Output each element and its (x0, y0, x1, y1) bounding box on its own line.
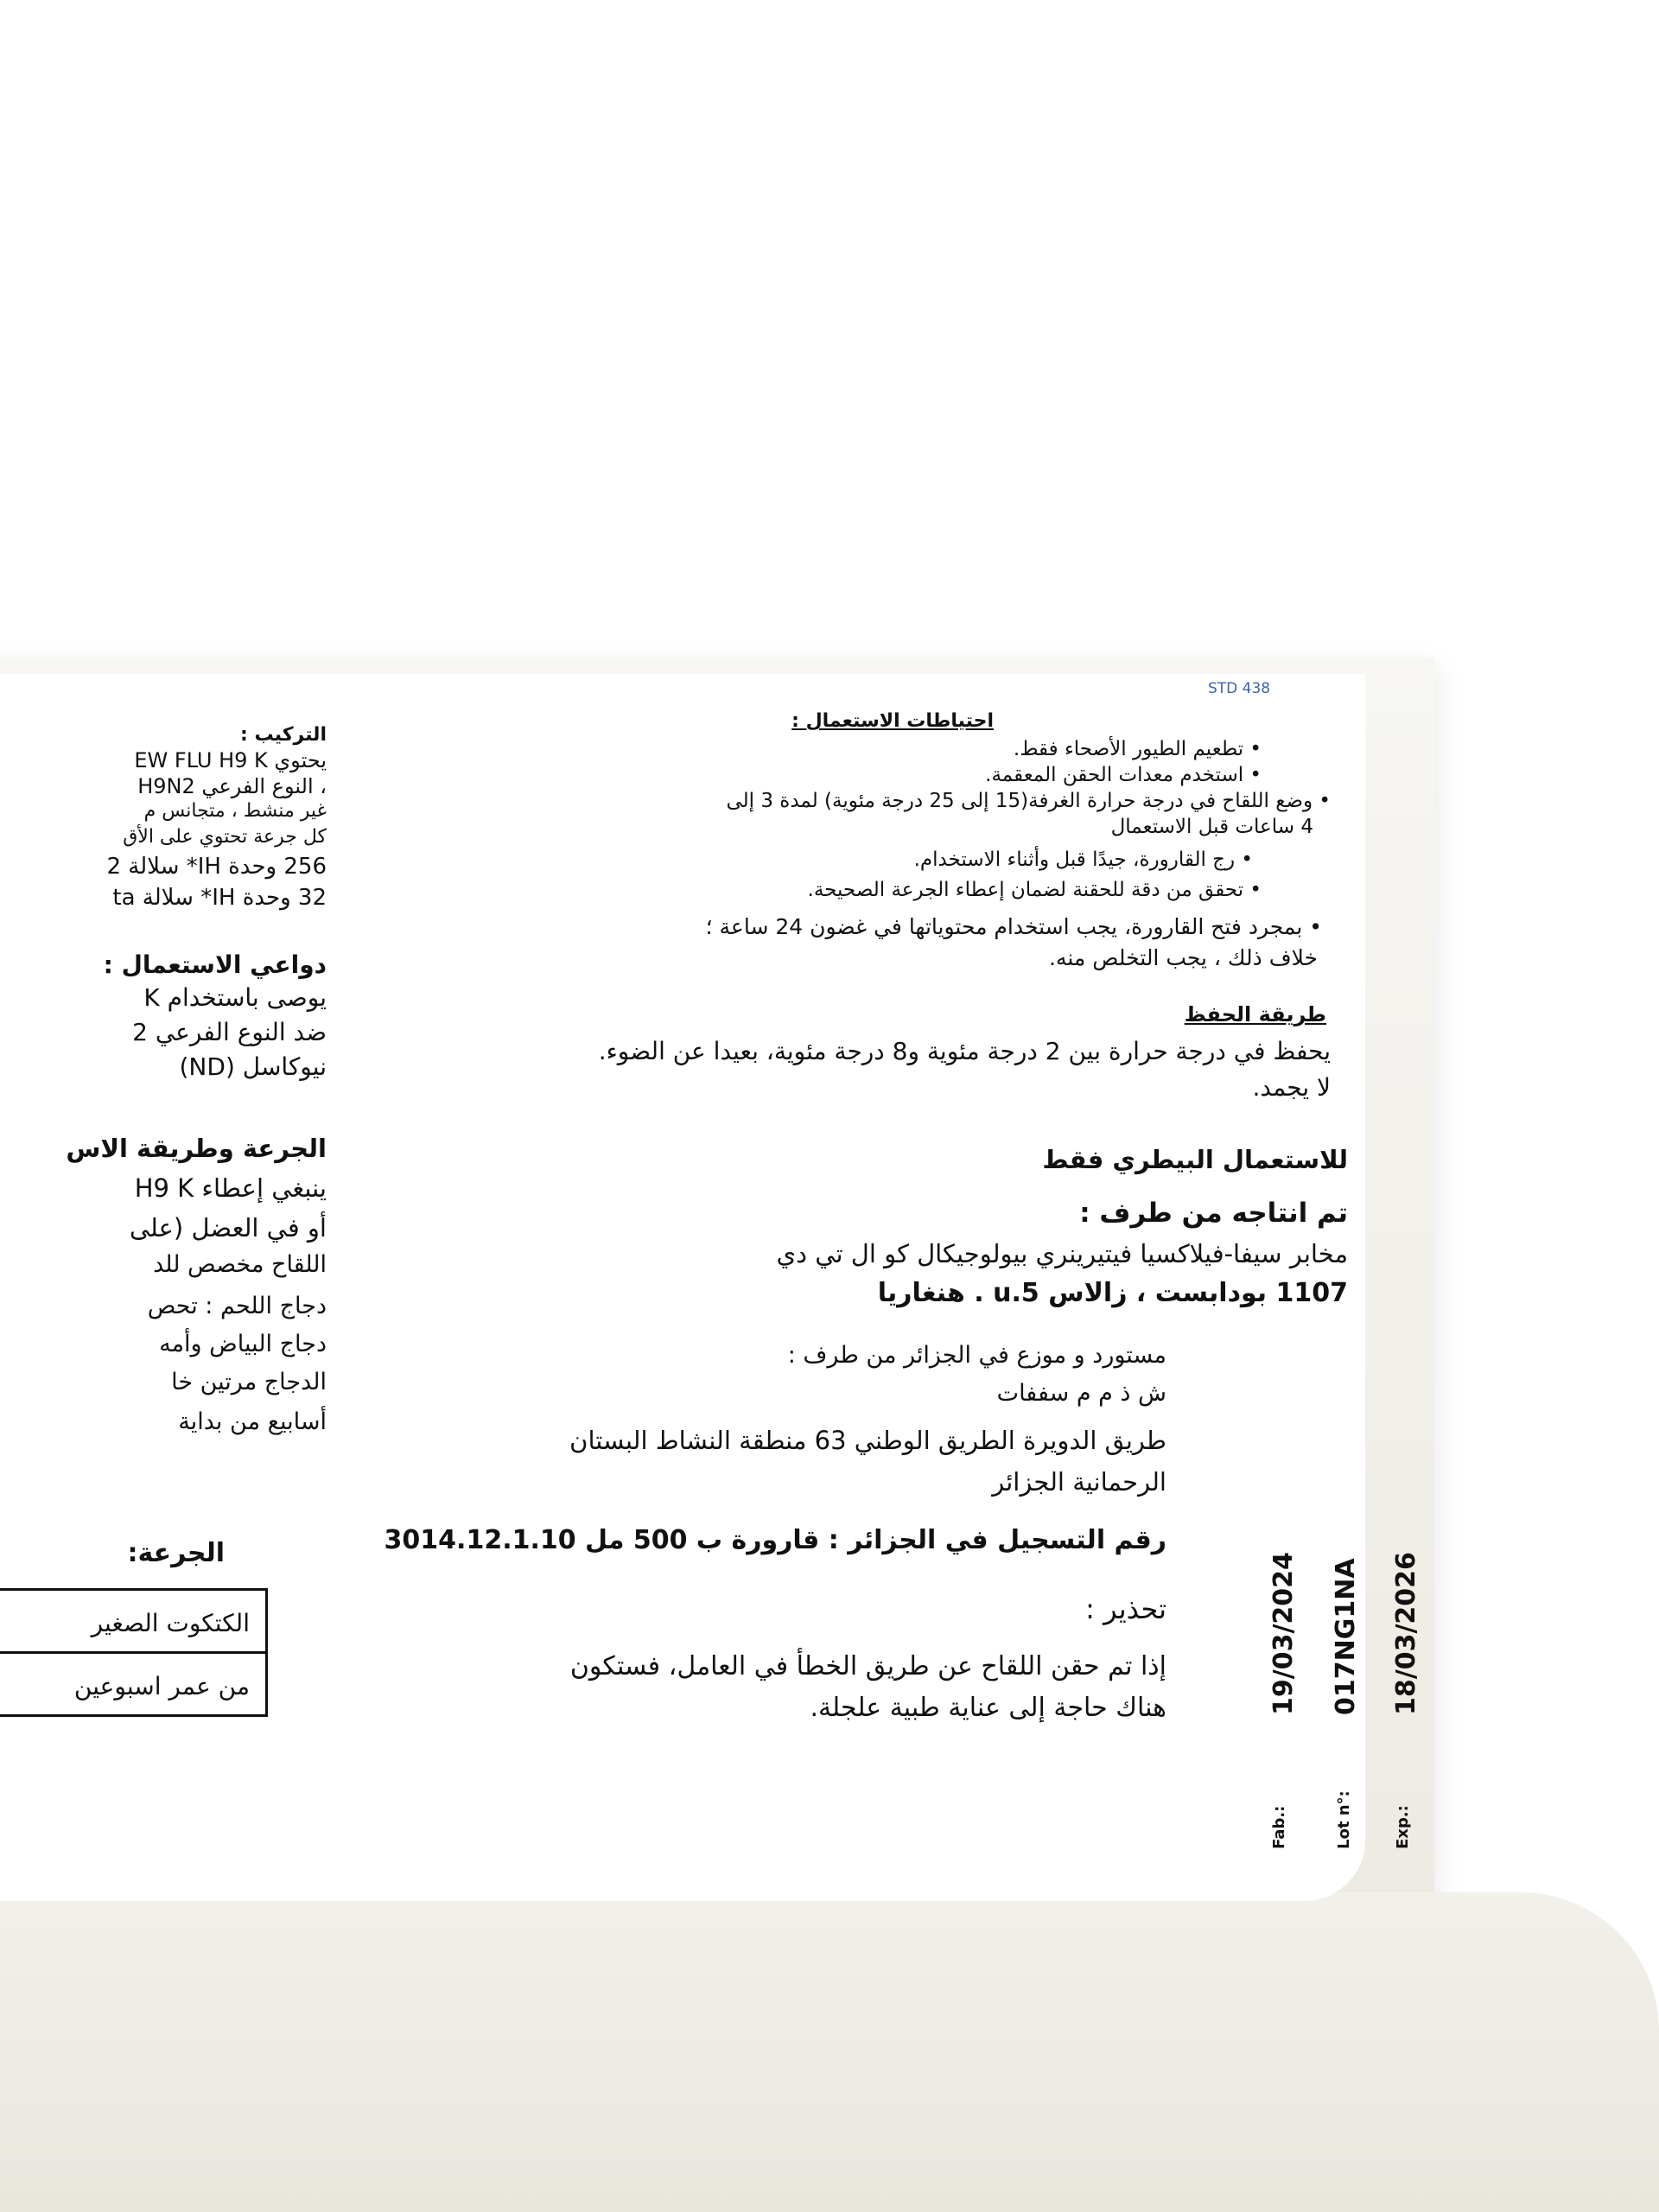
precaution-item: خلاف ذلك ، يجب التخلص منه. (1049, 945, 1318, 970)
precaution-item: • رج القارورة، جيدًا قبل وأثناء الاستخدام. (913, 849, 1253, 871)
manufacturer-title: تم انتاجه من طرف : (1079, 1198, 1348, 1229)
dosage-line: الدجاج مرتين خا (171, 1369, 327, 1395)
left-column (0, 724, 337, 1787)
manufacturer-name: مخابر سيفا-فيلاكسيا فيتيرينري بيولوجيكال كو ال تي دي (776, 1239, 1348, 1268)
warning-line: إذا تم حقن اللقاح عن طريق الخطأ في العامل، فستكون (569, 1651, 1166, 1681)
dosage-line: دجاج اللحم : تحص (147, 1293, 327, 1319)
precautions-title: احتياطات الاستعمال : (791, 710, 994, 732)
dose-title: الجرعة: (127, 1538, 225, 1568)
warning-line: هناك حاجة إلى عناية طبية علجلة. (810, 1693, 1166, 1723)
dose-table-row: من عمر اسبوعين (0, 1651, 268, 1717)
composition-line: ، النوع الفرعي H9N2 (137, 774, 327, 798)
composition-line: كل جرعة تحتوي على الأق (123, 826, 327, 848)
std-code: STD 438 (1208, 680, 1271, 697)
precaution-item: • تطعيم الطيور الأصحاء فقط. (1013, 738, 1262, 760)
composition-line: غير منشط ، متجانس م (143, 800, 327, 822)
manufacturer-address: 1107 بودابست ، زالاس u.5 . هنغاريا (877, 1278, 1348, 1308)
dosage-line: ينبغي إعطاء H9 K (134, 1173, 327, 1203)
dosage-line: اللقاح مخصص للد (153, 1251, 327, 1278)
precaution-item: • بمجرد فتح القارورة، يجب استخدام محتوياتها في غضون 24 ساعة ؛ (705, 914, 1322, 939)
bottle-rim (0, 1892, 1659, 2212)
indications-line: يوصى باستخدام K (143, 983, 327, 1012)
dosage-line: دجاج البياض وأمه (159, 1331, 327, 1357)
precaution-item: • تحقق من دقة للحقنة لضمان إعطاء الجرعة الصحيحة. (807, 879, 1262, 901)
distributor-address: الرحمانية الجزائر (992, 1467, 1166, 1497)
lot-number: 017NG1NA (1331, 1558, 1361, 1715)
indications-title: دواعي الاستعمال : (103, 950, 327, 979)
warning-title: تحذير : (1085, 1592, 1166, 1625)
vet-only-notice: للاستعمال البيطري فقط (1042, 1145, 1348, 1174)
registration-number: رقم التسجيل في الجزائر : قارورة ب 500 مل 3014.12.1.10 (384, 1525, 1166, 1555)
indications-line: نيوكاسل (ND) (179, 1052, 327, 1081)
distributor-name: ش ذ م م سففات (996, 1380, 1166, 1407)
distributor-address: طريق الدويرة الطريق الوطني 63 منطقة النشاط البستان (569, 1426, 1166, 1455)
distributor-title: مستورد و موزع في الجزائر من طرف : (787, 1342, 1166, 1369)
fab-date: 19/03/2024 (1268, 1552, 1299, 1715)
exp-date: 18/03/2026 (1391, 1552, 1421, 1715)
composition-title: التركيب : (240, 724, 327, 746)
storage-title: طريقة الحفظ (1184, 1002, 1326, 1027)
composition-line: 256 وحدة IH* سلالة 2 (106, 854, 327, 880)
fab-label: Fab.: (1270, 1805, 1288, 1849)
exp-label: Exp.: (1394, 1805, 1412, 1849)
composition-line: يحتوي EW FLU H9 K (134, 748, 327, 772)
dosage-line: أو في العضل (على (129, 1213, 327, 1243)
indications-line: ضد النوع الفرعي 2 (132, 1018, 327, 1046)
storage-line: لا يجمد. (1252, 1073, 1331, 1102)
precaution-item: • استخدم معدات الحقن المعقمة. (985, 764, 1262, 786)
precaution-item: 4 ساعات قبل الاستعمال (1110, 816, 1313, 838)
dosage-title: الجرعة وطريقة الاس (66, 1134, 327, 1163)
lot-label: Lot n°: (1335, 1790, 1353, 1849)
composition-line: 32 وحدة IH* سلالة ta (112, 885, 327, 911)
dose-table-row: الكتكوت الصغير (0, 1588, 268, 1654)
dosage-line: أسابيع من بداية (178, 1408, 327, 1435)
storage-line: يحفظ في درجة حرارة بين 2 درجة مئوية و8 درجة مئوية، بعيدا عن الضوء. (598, 1037, 1331, 1065)
precaution-item: • وضع اللقاح في درجة حرارة الغرفة(15 إلى 25 درجة مئوية) لمدة 3 إلى (726, 790, 1331, 812)
